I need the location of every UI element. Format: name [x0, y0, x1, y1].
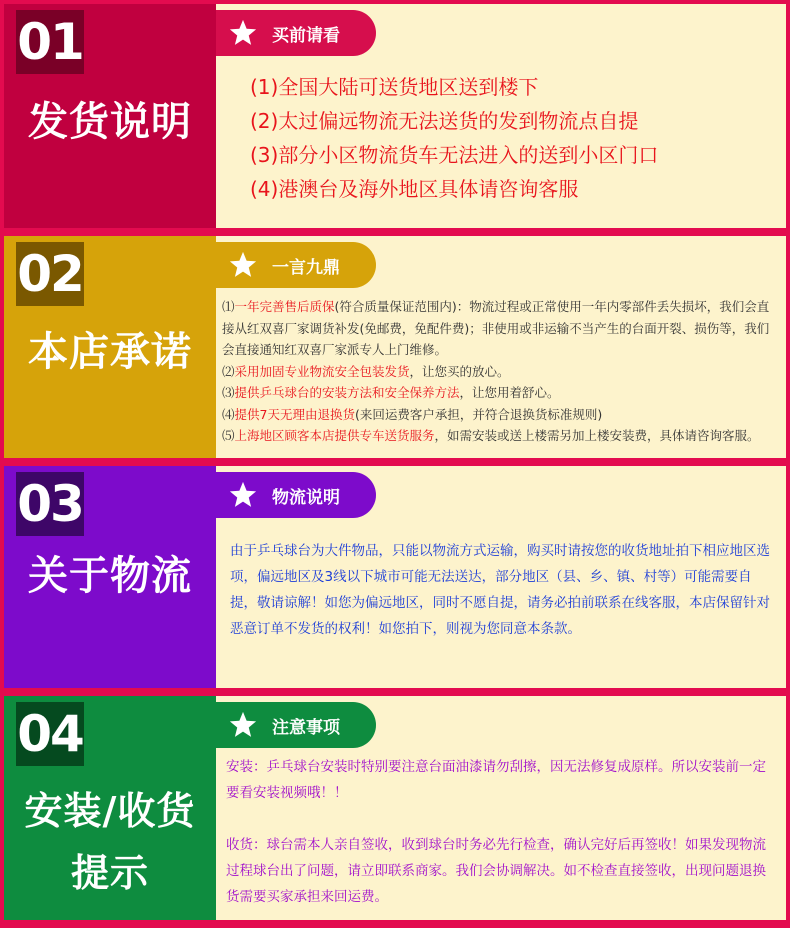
section-logistics-header — [4, 466, 216, 688]
section-title: 发货说明 — [28, 99, 192, 145]
section-number: 04 — [16, 702, 84, 766]
promise-text: (符合质量保证范围内)：物流过程或正常使用一年内零部件丢失损坏，我们会直接从红双喜厂家调货补发(免邮费，免配件费)；非使用或非运输不当产生的台面开裂、损伤等，我们会直接通知红双喜厂家派专人上门维修。 — [222, 299, 770, 357]
promise-highlight: 上海地区顾客本店提供专车送货服务 — [234, 428, 435, 443]
promise-text: ，让您买的放心。 — [409, 363, 510, 379]
section-shipping-panel — [216, 4, 786, 228]
section-tag-label: 注意事项 — [272, 717, 340, 738]
install-notes — [226, 754, 778, 910]
section-tag — [216, 702, 376, 748]
section-title-line: 安装/收货 — [24, 789, 196, 833]
star-icon — [228, 18, 258, 48]
section-shipping-header — [4, 4, 216, 228]
shipping-line: (4)港澳台及海外地区具体请咨询客服 — [250, 177, 579, 201]
section-tag-label: 物流说明 — [272, 487, 340, 508]
star-icon — [228, 250, 258, 280]
promise-prefix: ⑸ — [222, 428, 235, 443]
promise-item — [222, 425, 778, 447]
section-promise-panel — [216, 236, 786, 458]
section-title-line: 提示 — [70, 851, 149, 895]
promise-highlight: 一年完善售后质保 — [234, 299, 335, 314]
promise-text: ，让您用着舒心。 — [459, 385, 560, 400]
section-number: 02 — [16, 242, 84, 306]
install-note: 安装：乒乓球台安装时特别要注意台面油漆请勿刮擦，因无法修复成原样。所以安装前一定要看安装视频哦！！ — [226, 759, 766, 801]
section-install-panel — [216, 696, 786, 920]
section-shipping — [4, 4, 786, 228]
receive-note: 收货：球台需本人亲自签收，收到球台时务必先行检查，确认完好后再签收！如果发现物流过程球台出了问题，请立即联系商家。我们会协调解决。如不检查直接签收，出现问题退换货需要买家承担来回运费。 — [226, 837, 766, 905]
section-tag — [216, 472, 376, 518]
section-tag-label: 买前请看 — [272, 25, 340, 46]
section-promise — [4, 236, 786, 458]
promise-prefix: ⑵ — [222, 363, 235, 379]
promise-list — [222, 296, 778, 447]
section-tag-label: 一言九鼎 — [272, 257, 340, 278]
logistics-text: 由于乒乓球台为大件物品，只能以物流方式运输，购买时请按您的收货地址拍下相应地区选项，偏远地区及3线以下城市可能无法送达，部分地区（县、乡、镇、村等）可能需要自提，敬请谅解！如您为偏远地区，同时不愿自提，请务必拍前联系在线客服，本店保留针对恶意订单不发货的权利！如您拍下，则视为您同意本条款。 — [230, 543, 770, 637]
section-logistics-panel — [216, 466, 786, 688]
promise-text: (来回运费客户承担，并符合退换货标准规则) — [354, 406, 603, 422]
section-install — [4, 696, 786, 920]
section-title — [4, 780, 216, 904]
shipping-line: (2)太过偏远物流无法送货的发到物流点自提 — [250, 109, 639, 133]
promise-item — [222, 382, 778, 404]
section-number: 01 — [16, 10, 84, 74]
shipping-list — [250, 70, 778, 206]
section-install-header — [4, 696, 216, 920]
promise-highlight: 提供7天无理由退换货 — [234, 406, 355, 422]
star-icon — [228, 710, 258, 740]
section-tag — [216, 10, 376, 56]
promise-text: ，如需安装或送上楼需另加上楼安装费，具体请咨询客服。 — [434, 428, 760, 443]
section-title: 本店承诺 — [28, 329, 192, 375]
promise-prefix: ⑶ — [222, 385, 235, 400]
section-promise-header — [4, 236, 216, 458]
promise-item — [222, 404, 778, 426]
spacer — [226, 806, 778, 832]
section-title: 关于物流 — [28, 553, 192, 599]
promise-highlight: 采用加固专业物流安全包装发货 — [234, 363, 410, 379]
promise-item — [222, 296, 778, 361]
shipping-line: (3)部分小区物流货车无法进入的送到小区门口 — [250, 143, 659, 167]
promise-item — [222, 361, 778, 383]
promise-prefix: ⑷ — [222, 406, 235, 422]
promise-highlight: 提供乒乓球台的安装方法和安全保养方法 — [234, 385, 460, 400]
star-icon — [228, 480, 258, 510]
section-tag — [216, 242, 376, 288]
section-logistics — [4, 466, 786, 688]
shipping-line: (1)全国大陆可送货地区送到楼下 — [250, 75, 539, 99]
section-number: 03 — [16, 472, 84, 536]
promise-prefix: ⑴ — [222, 299, 235, 314]
